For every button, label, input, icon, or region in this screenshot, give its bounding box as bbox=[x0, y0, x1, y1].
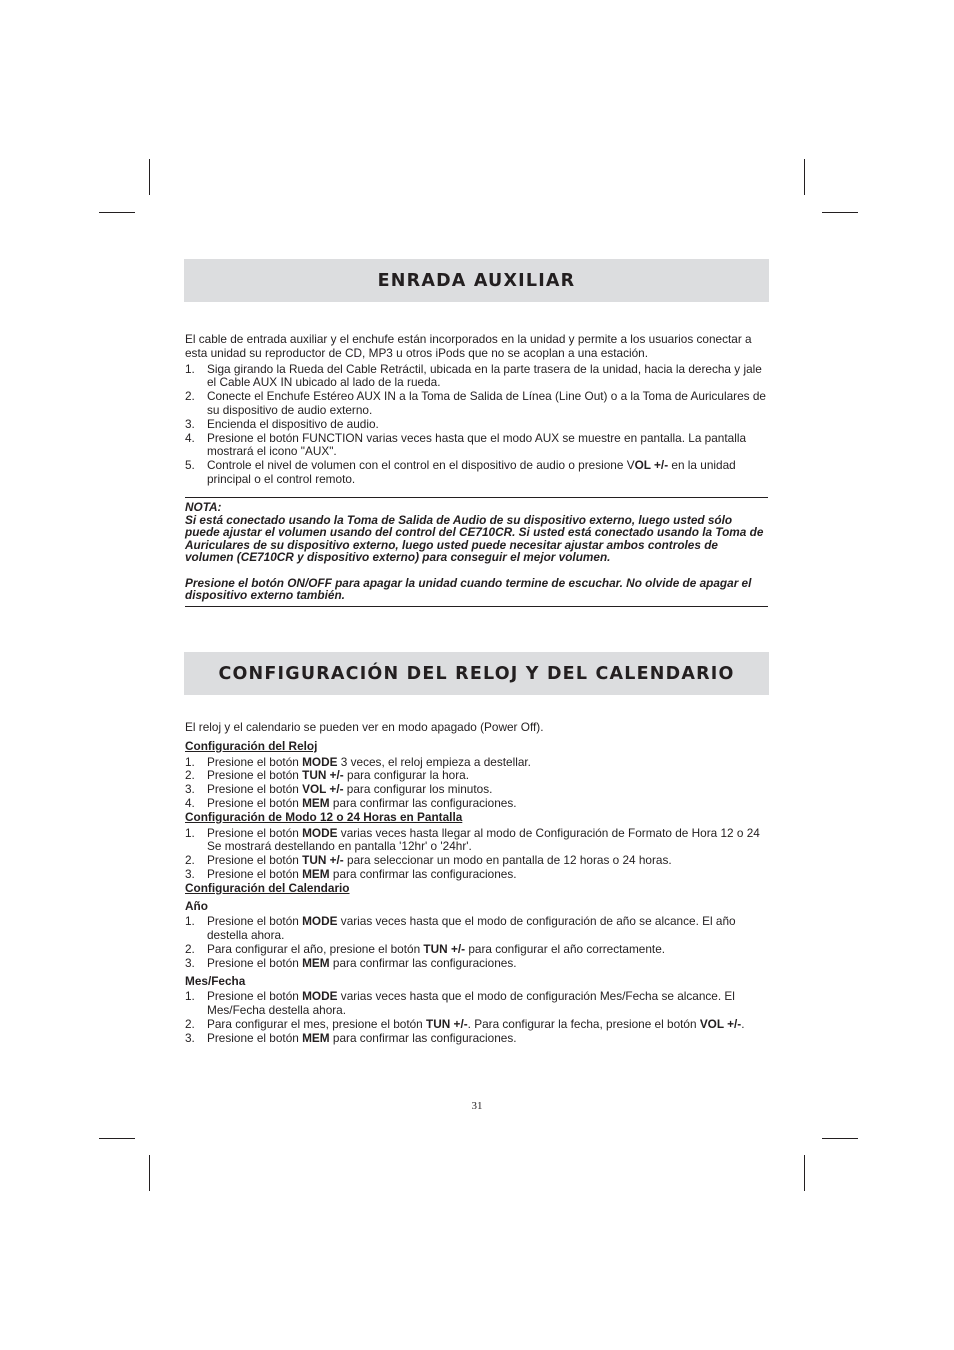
list-item: 1. Siga girando la Rueda del Cable Retráctil, ubicada en la parte trasera de la unidad, hacia la derecha y jale el Cable AUX IN ubicado al lado de la rueda. bbox=[185, 361, 762, 390]
mes-heading: Mes/Fecha bbox=[185, 973, 246, 988]
crop-mark bbox=[822, 212, 858, 213]
calendario-heading: Configuración del Calendario bbox=[185, 880, 350, 895]
list-item: 3. Presione el botón VOL +/- para configurar los minutos. bbox=[185, 782, 493, 797]
list-item: 4. Presione el botón MEM para confirmar las configuraciones. bbox=[185, 795, 517, 810]
crop-mark bbox=[99, 1138, 135, 1139]
note-text: Presione el botón ON/OFF para apagar la unidad cuando termine de escuchar. No olvide de apagar el dispositivo externo también. bbox=[185, 575, 752, 603]
list-item: 2. Presione el botón TUN +/- para configurar la hora. bbox=[185, 768, 469, 783]
crop-mark bbox=[804, 1155, 805, 1191]
mes-steps bbox=[185, 990, 767, 1045]
list-item: 2. Para configurar el mes, presione el botón TUN +/-. Para configurar la fecha, presione el botón VOL +/-. bbox=[185, 1016, 745, 1031]
aux-steps bbox=[185, 363, 767, 487]
aux-intro: El cable de entrada auxiliar y el enchufe están incorporados en la unidad y permite a los usuarios conectar a esta unidad su reproductor de CD, MP3 u otros iPods que no se acoplan a una estación. bbox=[185, 332, 752, 360]
ano-heading: Año bbox=[185, 898, 208, 913]
aux-section-header bbox=[184, 259, 769, 302]
list-item: 3. Presione el botón MEM para confirmar las configuraciones. bbox=[185, 1030, 517, 1045]
note-label: NOTA: bbox=[185, 500, 222, 514]
list-item: 5. Controle el nivel de volumen con el control en el dispositivo de audio o presione VOL +/- en la unidad principal o el control remoto. bbox=[185, 458, 736, 486]
clock-intro: El reloj y el calendario se pueden ver en modo apagado (Power Off). bbox=[185, 720, 544, 734]
list-item: 1. Presione el botón MODE varias veces hasta llegar al modo de Configuración de Formato de Hora 12 o 24 Se mostrará destellando en pantalla '12hr' o '24hr'. bbox=[185, 825, 760, 854]
crop-mark bbox=[804, 159, 805, 195]
list-item: 1. Presione el botón MODE varias veces hasta que el modo de configuración Mes/Fecha se alcance. El Mes/Fecha destella ahora. bbox=[185, 989, 735, 1018]
list-item: 4. Presione el botón FUNCTION varias veces hasta que el modo AUX se muestre en pantalla. La pantalla mostrará el icono "AUX". bbox=[185, 430, 747, 459]
aux-content bbox=[185, 333, 767, 487]
crop-mark bbox=[149, 1155, 150, 1191]
clock-section-header bbox=[184, 652, 769, 695]
list-item: 2. Para configurar el año, presione el botón TUN +/- para configurar el año correctamente. bbox=[185, 941, 666, 956]
reloj-steps bbox=[185, 756, 767, 811]
crop-mark bbox=[99, 212, 135, 213]
page-number: 31 bbox=[471, 1100, 483, 1112]
clock-section-title: CONFIGURACIÓN DEL RELOJ Y DEL CALENDARIO bbox=[218, 663, 735, 684]
list-item: 1. Presione el botón MODE varias veces hasta que el modo de configuración de año se alcance. El año destella ahora. bbox=[185, 914, 736, 943]
note-text: Si está conectado usando la Toma de Salida de Audio de su dispositivo externo, luego usted sólo puede ajustar el volumen usando del control del CE710CR. Si usted está conectado usando la Toma de Auriculares de su dispositivo externo, luego usted puede necesitar ajustar ambos controles de volumen (CE710CR y dispositivo externo) para conseguir el mejor volumen. bbox=[185, 512, 764, 565]
crop-mark bbox=[149, 159, 150, 195]
clock-content bbox=[185, 721, 767, 1046]
ano-steps bbox=[185, 915, 767, 970]
modo-heading: Configuración de Modo 12 o 24 Horas en Pantalla bbox=[185, 809, 463, 824]
modo-steps bbox=[185, 827, 767, 882]
list-item: 2. Conecte el Enchufe Estéreo AUX IN a la Toma de Salida de Línea (Line Out) o a la Toma de Auriculares de su dispositivo de audio externo. bbox=[185, 389, 766, 417]
list-item: 3. Presione el botón MEM para confirmar las configuraciones. bbox=[185, 955, 517, 970]
list-item: 3. Encienda el dispositivo de audio. bbox=[185, 416, 379, 431]
list-item: 3. Presione el botón MEM para confirmar las configuraciones. bbox=[185, 866, 517, 881]
reloj-heading: Configuración del Reloj bbox=[185, 738, 318, 753]
crop-mark bbox=[822, 1138, 858, 1139]
note-box bbox=[185, 497, 768, 607]
list-item: 1. Presione el botón MODE 3 veces, el reloj empieza a destellar. bbox=[185, 754, 531, 769]
list-item: 2. Presione el botón TUN +/- para seleccionar un modo en pantalla de 12 horas o 24 horas. bbox=[185, 853, 672, 868]
aux-section-title: ENRADA AUXILIAR bbox=[377, 270, 576, 291]
